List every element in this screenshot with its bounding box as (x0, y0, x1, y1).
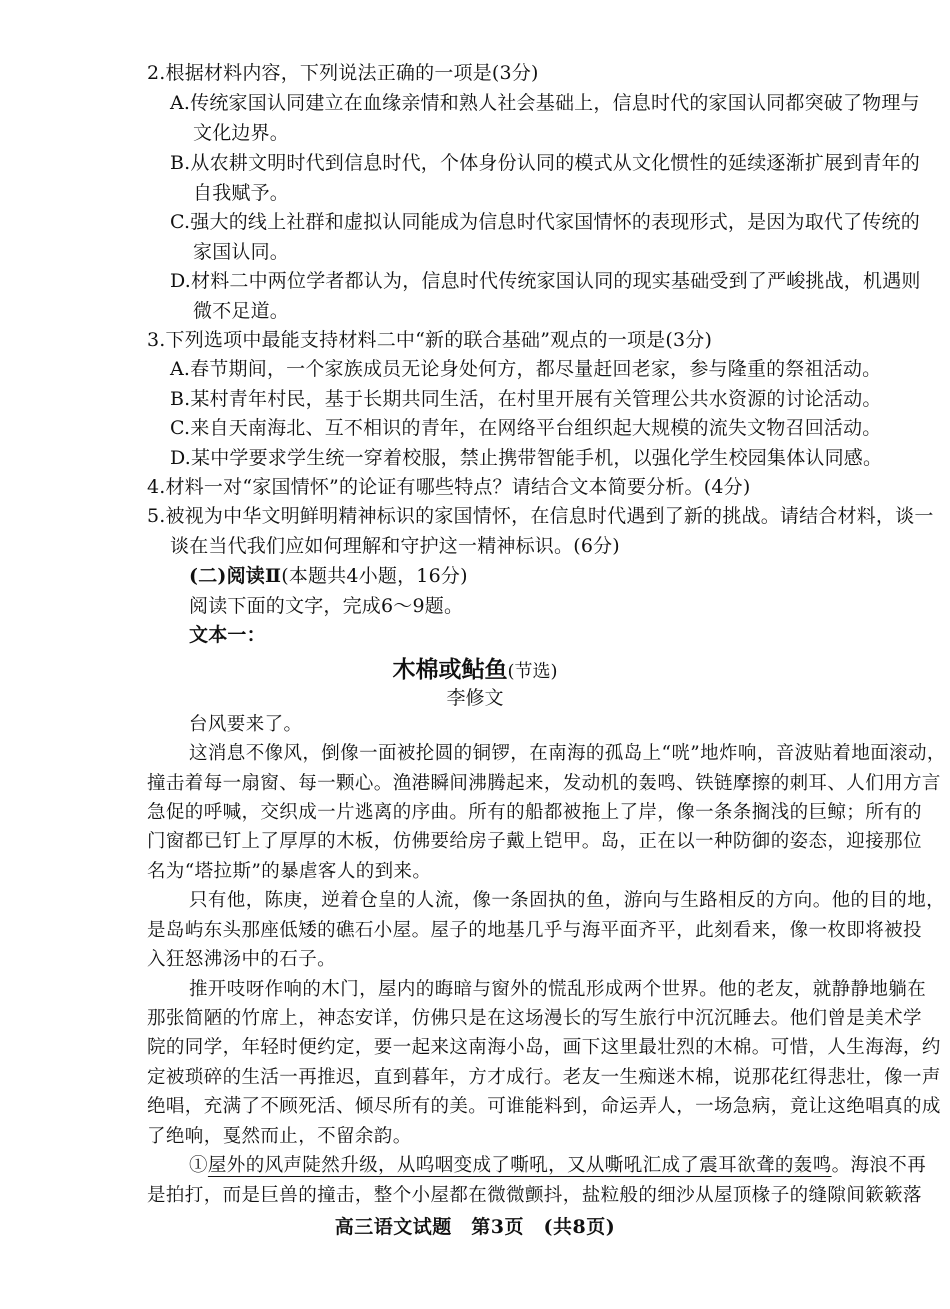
story-author: 李修文 (446, 687, 504, 709)
q5-stem: 5.被视为中华文明鲜明精神标识的家国情怀，在信息时代遇到了新的挑战。请结合材料，谈一 (147, 505, 934, 527)
story-paragraph-4-line-5: 绝唱，充满了不顾死活、倾尽所有的美。可谁能料到，命运弄人，一场急病，竟让这绝唱真的成 (147, 1096, 941, 1117)
sentence-marker: ① (189, 1155, 208, 1176)
story-paragraph-4-line-2: 那张简陋的竹席上，神态安详，仿佛只是在这场漫长的写生旅行中沉沉睡去。他们曾是美术学 (147, 1008, 922, 1029)
q3-option-b: B.某村青年村民，基于长期共同生活，在村里开展有关管理公共水资源的讨论活动。 (170, 388, 882, 410)
section-instruction: 阅读下面的文字，完成6～9题。 (189, 595, 464, 617)
section-heading (189, 561, 468, 591)
story-paragraph-2-line-1: 这消息不像风，倒像一面被抡圆的铜锣，在南海的孤岛上“咣”地炸响，音波贴着地面滚动， (189, 743, 946, 764)
story-paragraph-4-line-1: 推开吱呀作响的木门，屋内的晦暗与窗外的慌乱形成两个世界。他的老友，就静静地躺在 (189, 979, 927, 1000)
story-paragraph-5-line-1 (189, 1151, 926, 1181)
story-paragraph-3-line-1: 只有他，陈庚，逆着仓皇的人流，像一条固执的鱼，游向与生路相反的方向。他的目的地， (189, 890, 946, 911)
q2-option-d-cont: 微不足道。 (193, 300, 290, 322)
q3-option-d: D.某中学要求学生统一穿着校服，禁止携带智能手机，以强化学生校园集体认同感。 (170, 447, 883, 469)
q5-stem-cont: 谈在当代我们应如何理解和守护这一精神标识。(6分) (170, 535, 620, 557)
q3-stem: 3.下列选项中最能支持材料二中“新的联合基础”观点的一项是(3分) (147, 329, 713, 351)
q2-option-c: C.强大的线上社群和虚拟认同能成为信息时代家国情怀的表现形式，是因为取代了传统的 (170, 211, 920, 233)
story-paragraph-4-line-6: 了绝响，戛然而止，不留余韵。 (147, 1126, 412, 1147)
story-paragraph-2-line-5: 名为“塔拉斯”的暴虐客人的到来。 (147, 861, 432, 882)
section-heading-note: (本题共4小题，16分) (281, 565, 468, 587)
q4-stem: 4.材料一对“家国情怀”的论证有哪些特点？请结合文本简要分析。(4分) (147, 476, 751, 498)
section-heading-title: (二)阅读Ⅱ (189, 565, 282, 587)
story-title-text: 木棉或鲇鱼 (392, 656, 508, 683)
story-paragraph-4-line-3: 院的同学，年轻时便约定，要一起来这南海小岛，画下这里最壮烈的木棉。可惜，人生海海，约 (147, 1037, 941, 1058)
q2-option-b-cont: 自我赋予。 (193, 182, 290, 204)
sentence-rest: 。海浪不再 (831, 1155, 927, 1176)
q2-option-a: A.传统家国认同建立在血缘亲情和熟人社会基础上，信息时代的家国认同都突破了物理与 (170, 92, 920, 114)
underlined-sentence: 屋外的风声陡然升级，从呜咽变成了嘶吼，又从嘶吼汇成了震耳欲聋的轰鸣 (207, 1155, 832, 1176)
story-paragraph-4-line-4: 定被琐碎的生活一再推迟，直到暮年，方才成行。老友一生痴迷木棉，说那花红得悲壮，像一声 (147, 1067, 941, 1088)
q2-option-d: D.材料二中两位学者都认为，信息时代传统家国认同的现实基础受到了严峻挑战，机遇则 (170, 270, 921, 292)
story-paragraph-2-line-2: 撞击着每一扇窗、每一颗心。渔港瞬间沸腾起来，发动机的轰鸣、铁链摩擦的刺耳、人们用方言 (147, 773, 941, 794)
story-paragraph-3-line-3: 入狂怒沸汤中的石子。 (147, 949, 337, 970)
story-paragraph-2-line-3: 急促的呼喊，交织成一片逃离的序曲。所有的船都被拖上了岸，像一条条搁浅的巨鲸；所有的 (147, 802, 922, 823)
q2-stem: 2.根据材料内容，下列说法正确的一项是(3分) (147, 62, 539, 84)
story-paragraph-1: 台风要来了。 (189, 714, 303, 735)
q2-option-a-cont: 文化边界。 (193, 122, 290, 144)
q3-option-a: A.春节期间，一个家族成员无论身处何方，都尽量赶回老家，参与隆重的祭祖活动。 (170, 358, 882, 380)
page-footer: 高三语文试题 第3页 (共8页) (334, 1216, 616, 1238)
story-paragraph-5-line-2: 是拍打，而是巨兽的撞击，整个小屋都在微微颤抖，盐粒般的细沙从屋顶椽子的缝隙间簌簌落 (147, 1185, 922, 1206)
text-label: 文本一： (189, 624, 266, 646)
q2-option-b: B.从农耕文明时代到信息时代，个体身份认同的模式从文化惯性的延续逐渐扩展到青年的 (170, 152, 921, 174)
story-paragraph-2-line-4: 门窗都已钉上了厚厚的木板，仿佛要给房子戴上铠甲。岛，正在以一种防御的姿态，迎接那位 (147, 831, 922, 852)
q3-option-c: C.来自天南海北、互不相识的青年，在网络平台组织起大规模的流失文物召回活动。 (170, 417, 882, 439)
q2-option-c-cont: 家国认同。 (193, 241, 290, 263)
story-paragraph-3-line-2: 是岛屿东头那座低矮的礁石小屋。屋子的地基几乎与海平面齐平，此刻看来，像一枚即将被投 (147, 920, 922, 941)
story-title-note: (节选) (507, 661, 558, 682)
story-title (0, 651, 950, 684)
